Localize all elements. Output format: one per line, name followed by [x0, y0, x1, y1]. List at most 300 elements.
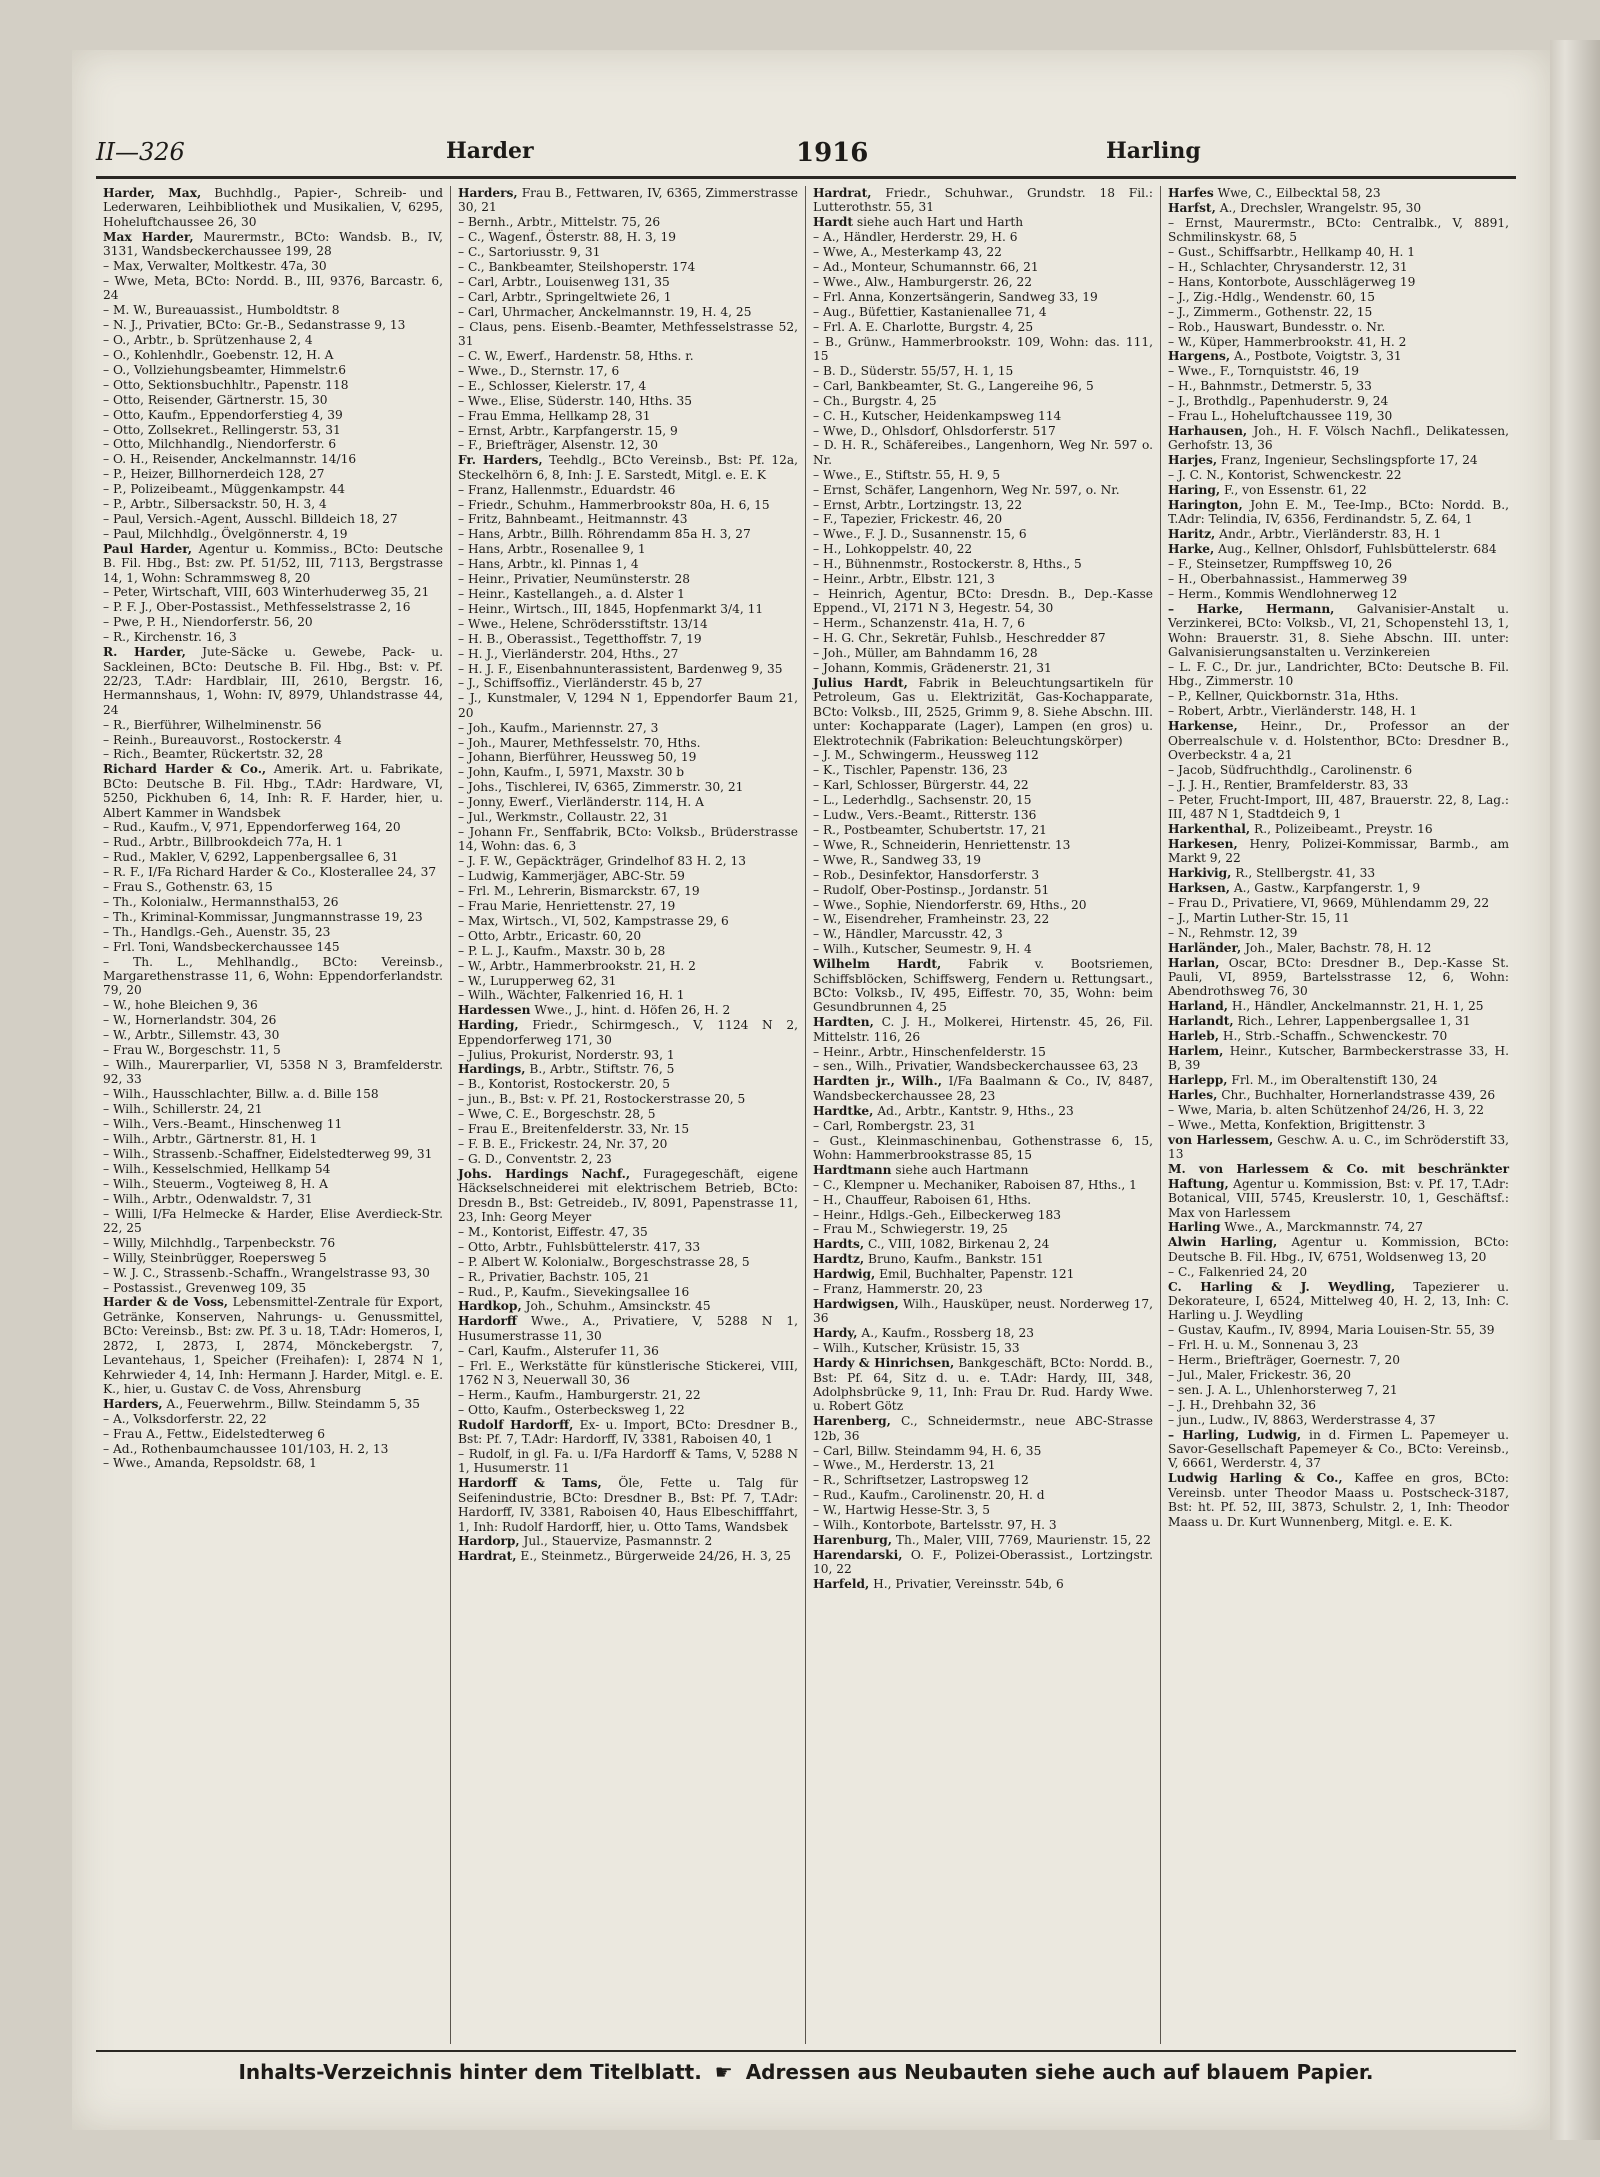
entry-text: Oscar, BCto: Dresdner B., Dep.-Kasse St. Pauli, VI, 8959, Bartelsstrasse 12, 6, Wohn: Abendrothsweg 76, 30 — [1168, 955, 1510, 999]
directory-entry — [813, 808, 1153, 822]
entry-name: Johs. Hardings Nachf., — [458, 1166, 631, 1181]
directory-entry — [458, 780, 798, 794]
directory-entry — [103, 542, 443, 585]
entry-text: – jun., B., Bst: v. Pf. 21, Rostockerstrasse 20, 5 — [458, 1092, 746, 1107]
directory-entry — [103, 910, 443, 924]
directory-entry — [1168, 896, 1509, 910]
directory-entry — [458, 260, 798, 274]
directory-entry — [458, 647, 798, 661]
directory-entry — [103, 955, 443, 998]
footer-new-buildings-note: Adressen aus Neubauten siehe auch auf blauem Papier. — [745, 2060, 1374, 2084]
entry-name: Hardorff & Tams, — [458, 1476, 602, 1491]
directory-entry — [1168, 542, 1509, 556]
directory-entry — [103, 318, 443, 332]
entry-text: – Rud., Arbtr., Billbrookdeich 77a, H. 1 — [103, 835, 344, 850]
entry-name: Richard Harder & Co., — [103, 762, 267, 777]
directory-entry — [1168, 941, 1509, 955]
directory-entry — [813, 245, 1153, 259]
footer-note — [96, 2050, 1516, 2090]
entry-text: – O., Vollziehungsbeamter, Himmelstr.6 — [103, 362, 347, 377]
directory-entry — [458, 483, 798, 497]
directory-entry — [458, 498, 798, 512]
entry-text: – J. H., Drehbahn 32, 36 — [1168, 1397, 1316, 1412]
entry-text: – R., Kirchenstr. 16, 3 — [103, 630, 237, 645]
directory-entry — [458, 290, 798, 304]
directory-entry — [103, 718, 443, 732]
entry-name: – Harke, Hermann, — [1168, 601, 1335, 616]
entry-text: Teehdlg., BCto Vereinsb., Bst: Pf. 12a, Steckelhörn 6, 8, Inh: J. E. Sarstedt, Mitgl. e. E. K — [458, 453, 798, 482]
directory-entry — [1168, 719, 1509, 762]
directory-entry — [103, 437, 443, 451]
directory-entry — [1168, 587, 1509, 601]
entry-name: Harders, — [458, 186, 518, 200]
directory-entry — [813, 646, 1153, 660]
entry-text: – Joh., Kaufm., Mariennstr. 27, 3 — [458, 720, 659, 735]
entry-name: Hardt — [813, 215, 853, 230]
entry-text: – Ludw., Vers.-Beamt., Ritterstr. 136 — [813, 808, 1037, 823]
directory-entry — [458, 1092, 798, 1106]
entry-text: – M. W., Bureauassist., Humboldtstr. 8 — [103, 303, 340, 318]
directory-entry — [1168, 822, 1509, 836]
directory-entry — [813, 661, 1153, 675]
entry-text: – Jul., Maler, Frickestr. 36, 20 — [1168, 1368, 1352, 1382]
directory-entry — [813, 1222, 1153, 1236]
column-2 — [451, 186, 806, 2044]
entry-text: – Postassist., Grevenweg 109, 35 — [103, 1280, 307, 1295]
directory-entry — [103, 880, 443, 894]
directory-entry — [458, 542, 798, 556]
directory-entry — [458, 394, 798, 408]
entry-text: R., Stellbergstr. 41, 33 — [1235, 866, 1376, 881]
directory-entry — [1168, 483, 1509, 497]
directory-entry — [813, 1045, 1153, 1059]
entry-text: – Otto, Milchhandlg., Niendorferstr. 6 — [103, 437, 337, 452]
entry-text: O. F., Polizei-Oberassist., Lortzingstr. 10, 22 — [813, 1547, 1154, 1577]
directory-entry — [458, 572, 798, 586]
entry-name: Harke, — [1168, 542, 1215, 557]
entry-text: – J., Schiffsoffiz., Vierländerstr. 45 b, 27 — [458, 676, 703, 691]
entry-text: B., Arbtr., Stiftstr. 76, 5 — [529, 1062, 675, 1077]
directory-entry — [813, 468, 1153, 482]
directory-entry — [1168, 290, 1509, 304]
entry-text: – Hans, Arbtr., Rosenallee 9, 1 — [458, 542, 646, 557]
entry-text: – Willy, Steinbrügger, Roepersweg 5 — [103, 1250, 327, 1265]
column-3 — [806, 186, 1161, 2044]
directory-entry — [813, 1473, 1153, 1487]
entry-text: – J. C. N., Kontorist, Schwenckestr. 22 — [1168, 468, 1402, 483]
entry-text: – Johann Fr., Senffabrik, BCto: Volksb., Brüderstrasse 14, Wohn: das. 6, 3 — [458, 824, 798, 854]
year-label: 1916 — [796, 138, 869, 168]
entry-text: – Rich., Beamter, Rückertstr. 32, 28 — [103, 747, 323, 762]
directory-entry — [1168, 911, 1509, 925]
entry-text: – Wwe, D., Ohlsdorf, Ohlsdorferstr. 517 — [813, 423, 1056, 438]
entry-name: Hardorff — [458, 1314, 517, 1329]
directory-entry — [103, 1207, 443, 1236]
directory-entry — [813, 1503, 1153, 1517]
directory-entry — [458, 1240, 798, 1254]
entry-text: – Rud., Kaufm., V, 971, Eppendorferweg 164, 20 — [103, 820, 401, 835]
directory-entry — [813, 542, 1153, 556]
entry-text: – R. F., I/Fa Richard Harder & Co., Klosterallee 24, 37 — [103, 865, 437, 880]
entry-text: – Herm., Briefträger, Goernestr. 7, 20 — [1168, 1353, 1401, 1368]
directory-entry — [813, 275, 1153, 289]
entry-name: Harhausen, — [1168, 424, 1248, 438]
directory-entry — [813, 1444, 1153, 1458]
column-4 — [1161, 186, 1516, 2044]
directory-entry — [458, 1062, 798, 1076]
directory-entry — [813, 1548, 1153, 1577]
entry-text: Heinr., Kutscher, Barmbeckerstrasse 33, H. B, 39 — [1168, 1044, 1509, 1073]
directory-entry — [458, 944, 798, 958]
directory-entry — [458, 527, 798, 541]
directory-entry — [458, 186, 798, 215]
entry-name: Wilhelm Hardt, — [813, 957, 942, 972]
entry-text: – Ernst, Arbtr., Karpfangerstr. 15, 9 — [458, 423, 678, 438]
entry-text: – Gust., Schiffsarbtr., Hellkamp 40, H. 1 — [1168, 245, 1415, 260]
directory-entry — [103, 1102, 443, 1116]
directory-entry — [1168, 1413, 1509, 1427]
entry-text: – Frl. M., Lehrerin, Bismarckstr. 67, 19 — [458, 884, 700, 899]
directory-entry — [458, 1122, 798, 1136]
directory-entry — [1168, 1133, 1509, 1162]
entry-name: Hardwig, — [813, 1267, 876, 1282]
entry-text: – Jacob, Südfruchthdlg., Carolinenstr. 6 — [1168, 762, 1413, 777]
directory-entry — [1168, 453, 1509, 467]
entry-text: – Franz, Hallenmstr., Eduardstr. 46 — [458, 482, 676, 497]
directory-entry — [103, 820, 443, 834]
entry-text: – Julius, Prokurist, Norderstr. 93, 1 — [458, 1047, 675, 1062]
directory-entry — [458, 1299, 798, 1313]
directory-entry — [813, 1577, 1153, 1591]
entry-name: Hardtke, — [813, 1103, 874, 1118]
entry-name: Hargens, — [1168, 349, 1231, 364]
directory-entry — [458, 691, 798, 720]
entry-text: – W., Küper, Hammerbrookstr. 41, H. 2 — [1168, 334, 1407, 349]
entry-text: I/Fa Baalmann & Co., IV, 8487, Wandsbeckerchaussee 28, 23 — [813, 1074, 1153, 1103]
entry-name: Harendarski, — [813, 1547, 903, 1562]
entry-text: – R., Privatier, Bachstr. 105, 21 — [458, 1269, 650, 1284]
entry-text: – Willy, Milchhdlg., Tarpenbeckstr. 76 — [103, 1235, 336, 1250]
entry-name: Hardrat, — [458, 1549, 517, 1564]
directory-entry — [1168, 1073, 1509, 1087]
entry-name: Harkense, — [1168, 719, 1238, 734]
entry-name: Rudolf Hardorff, — [458, 1417, 574, 1432]
entry-name: Harlepp, — [1168, 1073, 1228, 1088]
directory-entry — [1168, 1265, 1509, 1279]
entry-text: – Heinr., Hdlgs.-Geh., Eilbeckerweg 183 — [813, 1207, 1061, 1222]
page-edge-shadow — [1550, 40, 1600, 2140]
directory-entry — [103, 452, 443, 466]
directory-entry — [1168, 1220, 1509, 1234]
entry-text: – Frau W., Borgeschstr. 11, 5 — [103, 1043, 281, 1058]
entry-text: – Wilh., Maurerparlier, VI, 5358 N 3, Bramfelderstr. 92, 33 — [103, 1057, 443, 1087]
directory-entry — [458, 825, 798, 854]
directory-entry — [813, 1015, 1153, 1044]
directory-entry — [103, 850, 443, 864]
directory-entry — [813, 186, 1153, 215]
directory-entry — [458, 750, 798, 764]
directory-entry — [813, 1533, 1153, 1547]
entry-text: – Wwe., Metta, Konfektion, Brigittenstr. 3 — [1168, 1118, 1426, 1133]
entry-text: – Otto, Sektionsbuchhltr., Papenstr. 118 — [103, 377, 349, 392]
entry-text: – Frl. A. E. Charlotte, Burgstr. 4, 25 — [813, 319, 1034, 334]
entry-text: – Wwe., Helene, Schrödersstiftstr. 13/14 — [458, 616, 708, 631]
entry-name: Hardten jr., Wilh., — [813, 1074, 942, 1089]
entry-text: – C., Bankbeamter, Steilshoperstr. 174 — [458, 260, 696, 275]
entry-text: – Jul., Werkmstr., Collaustr. 22, 31 — [458, 810, 669, 825]
directory-entry — [1168, 763, 1509, 777]
entry-text: – Wwe., F. J. D., Susannenstr. 15, 6 — [813, 527, 1027, 542]
directory-entry — [458, 1167, 798, 1225]
directory-entry — [1168, 1280, 1509, 1323]
directory-entry — [813, 763, 1153, 777]
directory-entry — [1168, 1353, 1509, 1367]
entry-text: – Ch., Burgstr. 4, 25 — [813, 393, 937, 408]
directory-entry — [1168, 498, 1509, 527]
directory-entry — [813, 1178, 1153, 1192]
entry-text: – G. D., Conventstr. 2, 23 — [458, 1151, 612, 1166]
directory-entry — [458, 364, 798, 378]
directory-entry — [103, 1251, 443, 1265]
directory-entry — [1168, 660, 1509, 689]
directory-entry — [458, 438, 798, 452]
entry-text: – Wwe., E., Stiftstr. 55, H. 9, 5 — [813, 467, 1001, 482]
directory-entry — [1168, 956, 1509, 999]
entry-text: – Th., Kolonialw., Hermannsthal53, 26 — [103, 895, 339, 909]
directory-entry — [103, 585, 443, 599]
entry-name: Paul Harder, — [103, 541, 193, 556]
directory-entry — [458, 988, 798, 1002]
entry-text: – Hans, Kontorbote, Ausschlägerweg 19 — [1168, 274, 1416, 289]
entry-text: – Wwe., Amanda, Repsoldstr. 68, 1 — [103, 1456, 317, 1471]
entry-text: F., von Essenstr. 61, 22 — [1223, 483, 1367, 498]
directory-entry — [458, 275, 798, 289]
directory-entry — [458, 1048, 798, 1062]
entry-text: – Wilh., Strassenb.-Schaffner, Eidelstedterweg 99, 31 — [103, 1146, 433, 1161]
directory-entry — [103, 1162, 443, 1176]
entry-text: – Wwe, C. E., Borgeschstr. 28, 5 — [458, 1107, 656, 1122]
entry-text: Lebensmittel-Zentrale für Export, Getränke, Konserven, Nahrungs- u. Genussmittel, BCto: Vereinsb., Bst: zw. Pf. 3 u. 18, T.Adr: Homeros, I, 2872, I, 2873, I, 2874, Mönckebergstr. 7, Levantehaus, 1, Speicher (Freihafen): I, 2874 N 1, Kehrwieder 4, 14, Inh: Hermann J. Harder, Mitgl. e. E. K., hier, u. Gustav C. de Voss, Ahrensburg — [103, 1295, 443, 1396]
directory-entry — [813, 778, 1153, 792]
entry-text: Wwe., A., Marckmannstr. 74, 27 — [1224, 1220, 1424, 1235]
entry-text: – O. H., Reisender, Anckelmannstr. 14/16 — [103, 452, 357, 467]
entry-name: Harington, — [1168, 498, 1243, 513]
directory-entry — [103, 1192, 443, 1206]
entry-text: – H., Lohkoppelstr. 40, 22 — [813, 542, 973, 557]
entry-text: – Heinr., Arbtr., Hinschenfelderstr. 15 — [813, 1044, 1046, 1059]
entry-text: – Frau E., Breitenfelderstr. 33, Nr. 15 — [458, 1122, 690, 1137]
directory-entry — [458, 676, 798, 690]
directory-entry — [813, 438, 1153, 467]
entry-text: – Wilh., Wächter, Falkenried 16, H. 1 — [458, 988, 685, 1003]
directory-entry — [1168, 1029, 1509, 1043]
directory-entry — [103, 1397, 443, 1411]
directory-entry — [103, 467, 443, 481]
entry-text: Agentur u. Kommiss., BCto: Deutsche B. Fil. Hbg., Bst: zw. Pf. 51/52, III, 7113, Bergstrasse 14, 1, Wohn: Schrammsweg 8, 20 — [103, 541, 444, 585]
entry-text: – P., Polizeibeamt., Müggenkampstr. 44 — [103, 482, 345, 497]
entry-text: – John, Kaufm., I, 5971, Maxstr. 30 b — [458, 765, 685, 780]
directory-entry — [1168, 320, 1509, 334]
entry-text: – Otto, Arbtr., Fuhlsbüttelerstr. 417, 33 — [458, 1239, 701, 1254]
entry-text: A., Kaufm., Rossberg 18, 23 — [861, 1326, 1035, 1341]
entry-name: Harling — [1168, 1220, 1221, 1235]
entry-text: – Th., Kriminal-Kommissar, Jungmannstrasse 19, 23 — [103, 909, 423, 924]
entry-text: Heinr., Dr., Professor an der Oberrealschule v. d. Holstenthor, BCto: Dresdner B., Overbeckstr. 4 a, 21 — [1168, 719, 1510, 762]
entry-text: – O., Kohlenhdlr., Goebenstr. 12, H. A — [103, 347, 334, 362]
entry-text: – Rudolf, Ober-Postinsp., Jordanstr. 51 — [813, 882, 1050, 897]
entry-text: – P., Arbtr., Silbersackstr. 50, H. 3, 4 — [103, 497, 327, 512]
entry-text: – Carl, Rombergstr. 23, 31 — [813, 1118, 976, 1133]
entry-text: H., Händler, Anckelmannstr. 21, H. 1, 25 — [1231, 999, 1484, 1014]
entry-text: – B. D., Süderstr. 55/57, H. 1, 15 — [813, 363, 1014, 378]
entry-name: Harenberg, — [813, 1414, 891, 1429]
entry-text: – Frau Marie, Henriettenstr. 27, 19 — [458, 899, 676, 913]
entry-text: – Wwe., Alw., Hamburgerstr. 26, 22 — [813, 274, 1032, 289]
entry-text: – E., Schlosser, Kielerstr. 17, 4 — [458, 378, 647, 393]
entry-text: H., Privatier, Vereinsstr. 54b, 6 — [873, 1577, 1064, 1592]
entry-name: C. Harling & J. Weydling, — [1168, 1279, 1396, 1294]
directory-entry — [813, 1252, 1153, 1266]
directory-entry — [103, 186, 443, 229]
entry-name: Harjes, — [1168, 453, 1218, 468]
entry-text: – Wwe, Maria, b. alten Schützenhof 24/26, H. 3, 22 — [1168, 1103, 1485, 1118]
entry-text: – F. B. E., Frickestr. 24, Nr. 37, 20 — [458, 1137, 668, 1151]
directory-entry — [458, 765, 798, 779]
directory-entry — [813, 898, 1153, 912]
entry-text: – Frau A., Fettw., Eidelstedterweg 6 — [103, 1426, 325, 1441]
directory-entry — [458, 884, 798, 898]
entry-text: – Johs., Tischlerei, IV, 6365, Zimmerstr. 30, 21 — [458, 780, 744, 795]
entry-text: Jute-Säcke u. Gewebe, Pack- u. Sackleinen, BCto: Deutsche B. Fil. Hbg., Bst: v. Pf. 22/23, T.Adr: Hardblair, III, 2610, Bergstr. 16, Hermannshaus, 1, Wohn: IV, 8979, Uhlandstrasse 44, 24 — [103, 645, 443, 717]
entry-name: Hardkop, — [458, 1299, 522, 1314]
entry-text: – Wwe, R., Schneiderin, Henriettenstr. 13 — [813, 837, 1071, 852]
directory-entry — [458, 215, 798, 229]
entry-text: Frau B., Fettwaren, IV, 6365, Zimmerstrasse 30, 21 — [458, 186, 798, 215]
entry-name: Hardy, — [813, 1326, 858, 1341]
entry-text: – P. L. J., Kaufm., Maxstr. 30 b, 28 — [458, 943, 666, 958]
directory-entry — [458, 557, 798, 571]
entry-text: – W., Händler, Marcusstr. 42, 3 — [813, 927, 1003, 942]
directory-entry — [103, 925, 443, 939]
entry-text: – Ernst, Maurermstr., BCto: Centralbk., V, 8891, Schmilinskystr. 68, 5 — [1168, 215, 1509, 245]
directory-entry — [103, 1412, 443, 1426]
page-number: II—326 — [96, 138, 185, 166]
directory-entry — [103, 1028, 443, 1042]
directory-entry — [813, 1414, 1153, 1443]
directory-entry — [1168, 1235, 1509, 1264]
entry-text: – Hans, Arbtr., kl. Pinnas 1, 4 — [458, 557, 639, 572]
entry-text: – Wwe., F., Tornquiststr. 46, 19 — [1168, 364, 1359, 379]
directory-entry — [813, 424, 1153, 438]
directory-entry — [458, 854, 798, 868]
entry-text: siehe auch Hart und Harth — [856, 215, 1024, 230]
directory-entry — [103, 1013, 443, 1027]
entry-text: Fabrik in Beleuchtungsartikeln für Petroleum, Gas u. Elektrizität, Gas-Kochapparate, BCto: Volksb., III, 2525, Grimm 9, 8. Siehe Abschn. III. unter: Kochapparate (Lager), Lampen (en gros) u. Elektrotechnik (Fabrikation: Beleuchtungskörper) — [813, 675, 1153, 748]
directory-entry — [813, 527, 1153, 541]
entry-text: – Aug., Büfettier, Kastanienallee 71, 4 — [813, 304, 1047, 319]
entry-text: – Rud., P., Kaufm., Sievekingsallee 16 — [458, 1284, 690, 1299]
entry-text: – Rudolf, in gl. Fa. u. I/Fa Hardorff & Tams, V, 5288 N 1, Husumerstr. 11 — [458, 1447, 798, 1476]
entry-text: – L., Lederhdlg., Sachsenstr. 20, 15 — [813, 793, 1032, 808]
entry-name: Harfeld, — [813, 1577, 870, 1592]
directory-entry — [103, 733, 443, 747]
directory-entry — [1168, 689, 1509, 703]
entry-text: – P., Heizer, Billhornerdeich 128, 27 — [103, 467, 325, 482]
entry-text: – Johann, Kommis, Grädenerstr. 21, 31 — [813, 661, 1052, 675]
directory-entry — [103, 747, 443, 761]
entry-text: – Wwe., Elise, Süderstr. 140, Hths. 35 — [458, 393, 692, 408]
directory-entry — [813, 290, 1153, 304]
directory-entry — [1168, 926, 1509, 940]
directory-entry — [103, 1043, 443, 1057]
entry-text: – C. W., Ewerf., Hardenstr. 58, Hths. r. — [458, 348, 694, 363]
entry-name: Hardten, — [813, 1015, 874, 1030]
entry-text: – jun., Ludw., IV, 8863, Werderstrasse 4, 37 — [1168, 1412, 1436, 1427]
entry-text: – Hans, Arbtr., Billh. Röhrendamm 85a H. 3, 27 — [458, 527, 751, 542]
directory-entry — [1168, 424, 1509, 453]
entry-text: – Otto, Reisender, Gärtnerstr. 15, 30 — [103, 392, 328, 407]
directory-entry — [1168, 793, 1509, 822]
entry-text: Rich., Lehrer, Lappenbergsallee 1, 31 — [1237, 1014, 1471, 1029]
entry-text: – Carl, Kaufm., Alsterufer 11, 36 — [458, 1343, 659, 1358]
directory-entry — [103, 1147, 443, 1161]
entry-name: Alwin Harling, — [1168, 1235, 1278, 1250]
directory-entry — [1168, 186, 1509, 200]
entry-text: – Herm., Kommis Wendlohnerweg 12 — [1168, 586, 1398, 601]
directory-entry — [813, 853, 1153, 867]
entry-text: – B., Grünw., Hammerbrookstr. 109, Wohn: das. 111, 15 — [813, 334, 1153, 363]
entry-text: C., VIII, 1082, Birkenau 2, 24 — [867, 1237, 1050, 1252]
entry-name: Ludwig Harling & Co., — [1168, 1471, 1343, 1486]
directory-entry — [103, 1295, 443, 1396]
directory-entry — [813, 1458, 1153, 1472]
entry-text: – Frl. H. u. M., Sonnenau 3, 23 — [1168, 1338, 1359, 1353]
entry-name: Harder, Max, — [103, 186, 202, 200]
entry-text: – J., Brothdlg., Papenhuderstr. 9, 24 — [1168, 394, 1389, 409]
entry-text: – H., Schlachter, Chrysanderstr. 12, 31 — [1168, 260, 1408, 275]
entry-name: Hardessen — [458, 1003, 531, 1018]
directory-entry — [458, 1388, 798, 1402]
directory-entry — [1168, 349, 1509, 363]
directory-entry — [1168, 704, 1509, 718]
directory-entry — [458, 1476, 798, 1534]
entry-text: Amerik. Art. u. Fabrikate, BCto: Deutsche B. Fil. Hbg., T.Adr: Hardware, VI, 5250, Pickhuben 6, 14, Inh: R. F. Harder, hier, u. Albert Kammer in Wandsbek — [103, 762, 444, 820]
directory-entry — [813, 631, 1153, 645]
entry-text: – Wwe, Meta, BCto: Nordd. B., III, 9376, Barcastr. 6, 24 — [103, 273, 443, 303]
entry-name: Harlem, — [1168, 1044, 1224, 1059]
entry-text: – Otto, Kaufm., Osterbecksweg 1, 22 — [458, 1402, 685, 1417]
directory-entry — [103, 835, 443, 849]
left-catchword: Harder — [446, 138, 534, 164]
entry-name: Harlandt, — [1168, 1014, 1234, 1029]
directory-entry — [813, 1134, 1153, 1163]
entry-text: Andr., Arbtr., Vierländerstr. 83, H. 1 — [1219, 527, 1442, 542]
directory-entry — [458, 1077, 798, 1091]
entry-text: – Ernst, Arbtr., Lortzingstr. 13, 22 — [813, 497, 1023, 512]
entry-text: Agentur u. Kommission, Bst: v. Pf. 17, T.Adr: Botanical, VIII, 5745, Kreuslerstr. 10, 1, Geschäftsf.: Max von Harlessem — [1168, 1176, 1509, 1220]
directory-entry — [813, 557, 1153, 571]
entry-text: – Wilh., Arbtr., Gärtnerstr. 81, H. 1 — [103, 1132, 318, 1146]
directory-entry — [1168, 999, 1509, 1013]
directory-entry — [813, 942, 1153, 956]
directory-entry — [458, 1285, 798, 1299]
directory-entry — [813, 912, 1153, 926]
entry-text: – Wilh., Kesselschmied, Hellkamp 54 — [103, 1161, 331, 1176]
entry-text: Chr., Buchhalter, Hornerlandstrasse 439, 26 — [1221, 1088, 1496, 1103]
directory-entry — [458, 1003, 798, 1017]
entry-text: – Friedr., Schuhm., Hammerbrookstr 80a, H. 6, 15 — [458, 497, 770, 512]
entry-text: – Carl, Uhrmacher, Anckelmannstr. 19, H. 4, 25 — [458, 304, 752, 319]
